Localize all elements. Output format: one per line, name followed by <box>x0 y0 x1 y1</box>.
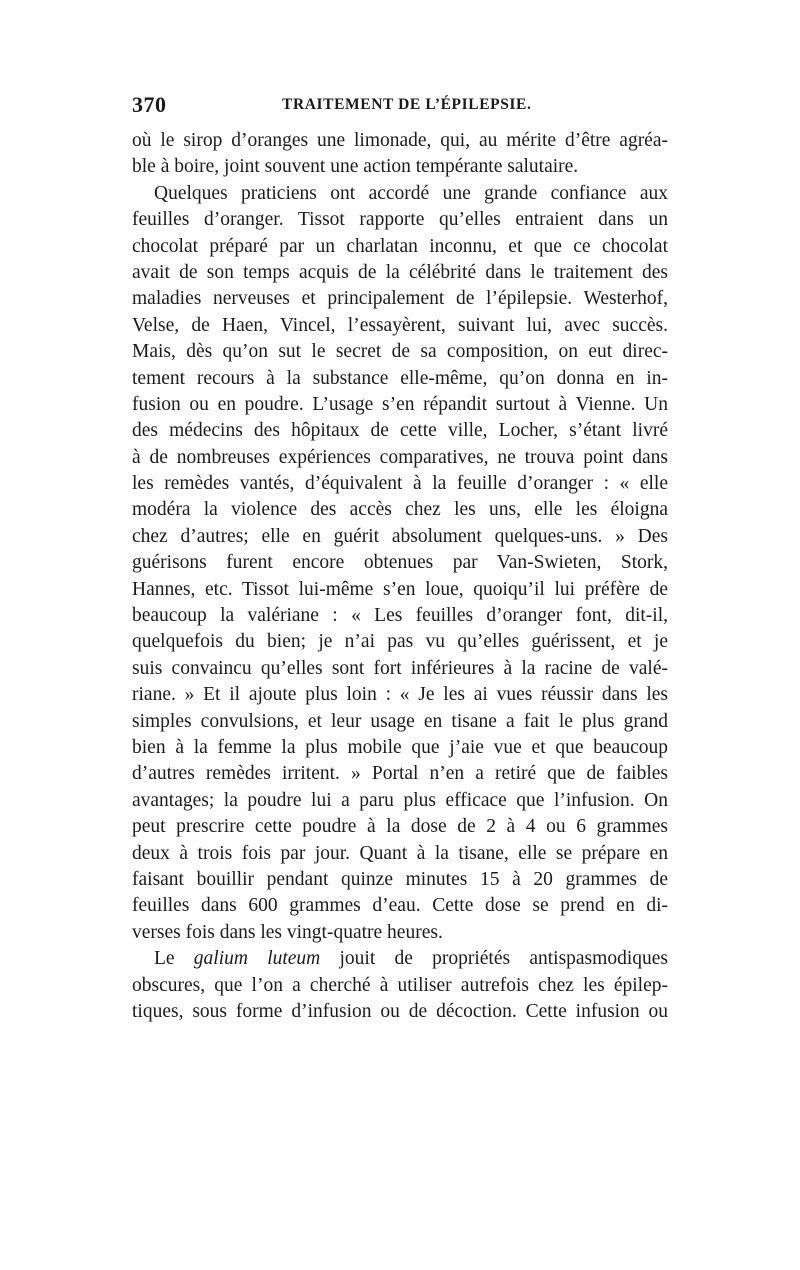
text-line: fusion ou en poudre. L’usage s’en répandit surtout à Vienne. Un <box>132 393 668 415</box>
text-line: feuilles d’oranger. Tissot rapporte qu’elles entraient dans un <box>132 209 668 231</box>
text-line: tiques, sous forme d’infusion ou de décoction. Cette infusion ou <box>132 1000 668 1022</box>
running-head: TRAITEMENT DE L’ÉPILEPSIE. <box>282 96 532 113</box>
text-line: maladies nerveuses et principalement de l’épilepsie. Westerhof, <box>132 288 668 310</box>
text-line: avait de son temps acquis de la célébrité dans le traitement des <box>132 261 668 283</box>
text-line: suis convaincu qu’elles sont fort inférieures à la racine de valé- <box>132 657 668 679</box>
text-line: modéra la violence des accès chez les uns, elle les éloigna <box>132 499 668 521</box>
text-line: chocolat préparé par un charlatan inconnu, et que ce chocolat <box>132 235 668 257</box>
text-line: faisant bouillir pendant quinze minutes 15 à 20 grammes de <box>132 868 668 890</box>
text-line: guérisons furent encore obtenues par Van-Swieten, Stork, <box>132 552 668 574</box>
page-number: 370 <box>132 92 167 117</box>
text-line: ble à boire, joint souvent une action tempérante salutaire. <box>132 156 579 178</box>
text-line: riane. » Et il ajoute plus loin : « Je les ai vues réussir dans les <box>132 684 668 706</box>
species-name: galium luteum <box>193 948 321 970</box>
text-line: Hannes, etc. Tissot lui-même s’en loue, quoiqu’il lui préfère de <box>132 578 668 600</box>
text-line: où le sirop d’oranges une limonade, qui, au mérite d’être agréa- <box>132 130 668 151</box>
text-line: Velse, de Haen, Vincel, l’essayèrent, suivant lui, avec succès. <box>132 314 668 336</box>
body-text <box>132 128 668 1025</box>
text-line: tement recours à la substance elle-même, qu’on donna en in- <box>132 367 668 389</box>
text-line: bien à la femme la plus mobile que j’aie vue et que beaucoup <box>132 736 668 758</box>
text-line: avantages; la poudre lui a paru plus efficace que l’infusion. On <box>132 789 668 811</box>
text-line: verses fois dans les vingt-quatre heures. <box>132 921 443 943</box>
text-line: simples convulsions, et leur usage en tisane a fait le plus grand <box>132 710 668 732</box>
text-line: quelquefois du bien; je n’ai pas vu qu’elles guérissent, et je <box>132 631 668 653</box>
text-line: chez d’autres; elle en guérit absolument quelques-uns. » Des <box>132 525 668 547</box>
text-line: Mais, dès qu’on sut le secret de sa composition, on eut direc- <box>132 341 668 363</box>
text-line: obscures, que l’on a cherché à utiliser autrefois chez les épilep- <box>132 974 668 996</box>
text-line: peut prescrire cette poudre à la dose de 2 à 4 ou 6 grammes <box>132 816 668 838</box>
text-line: les remèdes vantés, d’équivalent à la feuille d’oranger : « elle <box>132 473 668 495</box>
text-line: beaucoup la valériane : « Les feuilles d’oranger font, dit-il, <box>132 605 668 627</box>
text-line: deux à trois fois par jour. Quant à la tisane, elle se prépare en <box>132 842 668 864</box>
text-line: feuilles dans 600 grammes d’eau. Cette dose se prend en di- <box>132 895 668 917</box>
text-line: à de nombreuses expériences comparatives, ne trouva point dans <box>132 446 668 468</box>
text-line: Le galium luteum jouit de propriétés antispasmodiques <box>154 948 668 970</box>
text-line: des médecins des hôpitaux de cette ville, Locher, s’étant livré <box>132 420 668 442</box>
page-header <box>132 92 668 122</box>
text-line: d’autres remèdes irritent. » Portal n’en a retiré que de faibles <box>132 763 668 785</box>
text-line: Quelques praticiens ont accordé une grande confiance aux <box>154 182 668 204</box>
